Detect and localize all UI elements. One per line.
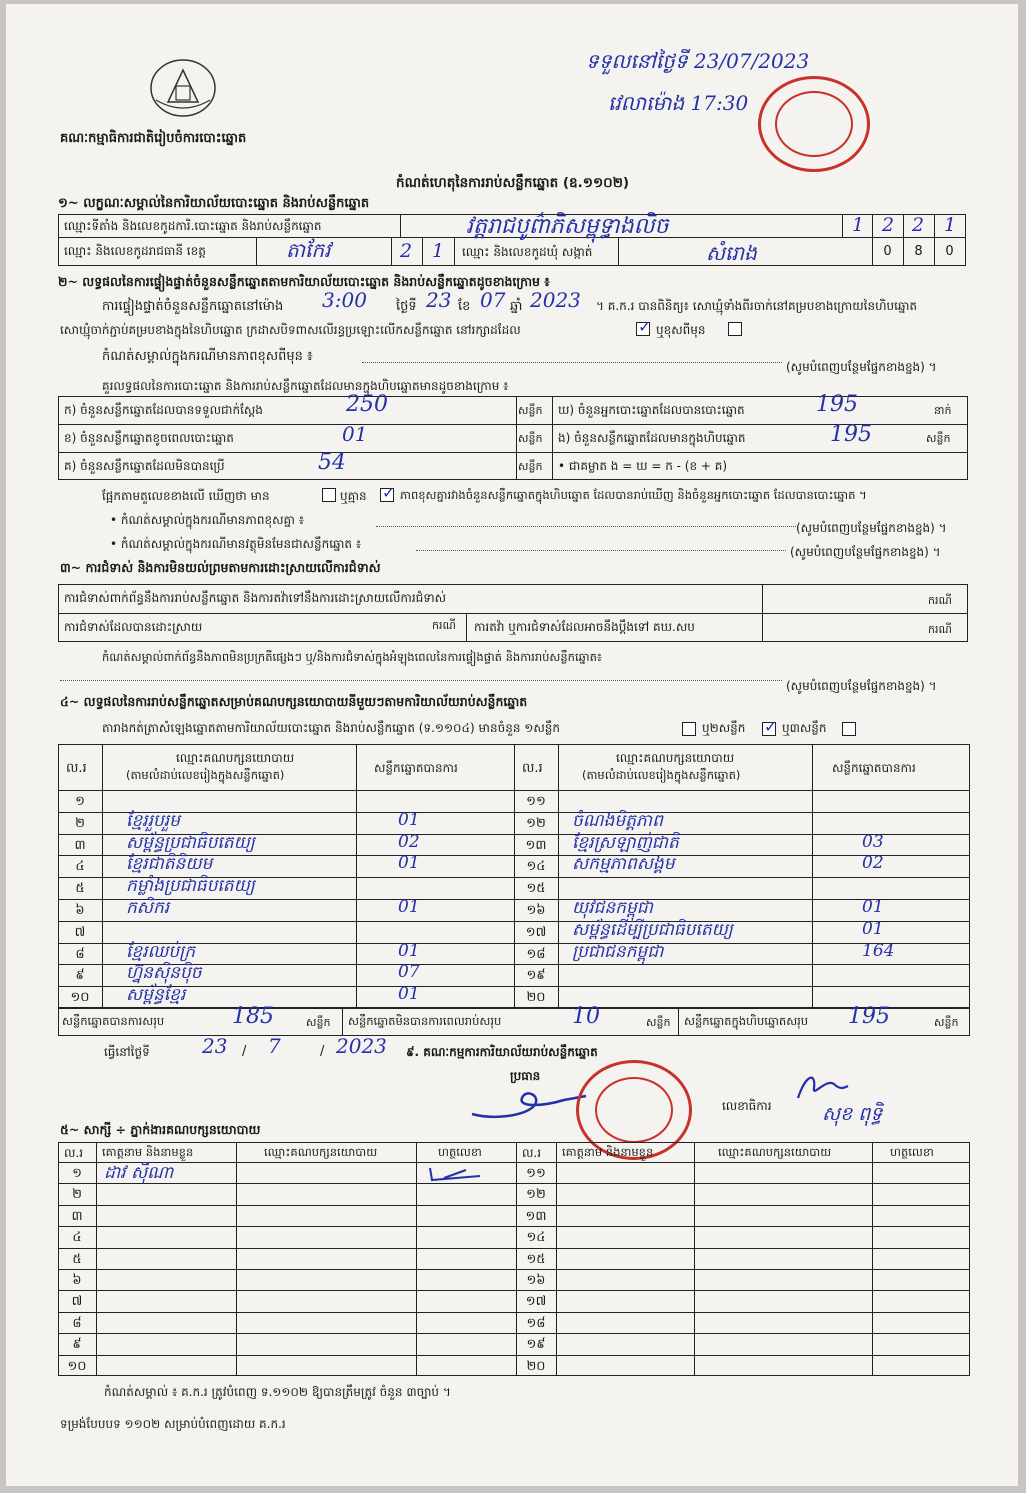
three-sheets-label: ឬ៣សន្លឹក [782,721,827,735]
three-sheets-checkbox[interactable] [842,722,856,736]
row-number-right: ១៨ [526,946,546,962]
table-row-line [58,812,970,813]
party-name-left: សម្ព័ន្ធខ្មែរ [126,985,186,1006]
verify-text-b: ។ គ.ក.រ បានពិនិត្យ៖ សោឃ្មុំទាំងពីរចាក់នៅគម្របខាងក្រោយនៃហិបឆ្នោត [596,299,918,313]
witness-number-right: ១២ [526,1187,546,1203]
code-digit-2: 2 [882,214,895,236]
col-party-sub-left: (តាមលំដាប់លេខរៀងក្នុងសន្លឹកឆ្នោត) [126,768,285,782]
seal-intact-checkbox[interactable]: ✓ [638,317,652,336]
row-number-left: ៤ [75,859,85,875]
count-b-label: ខ) ចំនួនសន្លឹកឆ្នោតខូចពេលបោះឆ្នោត [64,431,234,445]
code-digit-3: 2 [912,214,925,236]
secretary-label: លេខាធិការ [722,1099,772,1113]
party-name-right: ចំណងមិត្តភាព [572,810,663,831]
witness-number-right: ១៦ [526,1273,546,1288]
count-c-value: 54 [318,450,346,475]
count-a-value: 250 [346,392,388,417]
committee-name: គណៈកម្មាធិការជាតិរៀបចំការបោះឆ្នោត [60,131,247,146]
year-label: ឆ្នាំ [510,299,523,314]
total-invalid-unit: សន្លឹក [646,1016,671,1029]
row-number-right: ២០ [526,990,546,1006]
col-votes-left: សន្លឹកឆ្នោតបានការ [374,761,458,775]
row-number-left: ២ [75,815,85,831]
col-party-sub-right: (តាមលំដាប់លេខរៀងក្នុងសន្លឹកឆ្នោត) [582,768,741,782]
count-a-label: ក) ចំនួនសន្លឹកឆ្នោតដែលបានទទួលជាក់ស្តែង [64,403,263,417]
witness-header-line [58,1162,970,1163]
commune-code-3: 0 [945,244,954,259]
form-sheet [6,4,1018,1486]
party-name-left: ខ្មែរឈប់ក្រ [126,941,195,962]
done-day: 23 [202,1034,228,1058]
row-number-left: ៣ [74,837,86,853]
section5-note: កំណត់សម្គាល់ ៖ គ.ក.រ ត្រូវបំពេញ ទ.១១០២ ឱ្យបានត្រឹមត្រូវ ចំនួន ៣ច្បាប់ ។ [104,1385,451,1399]
witness-row-line [58,1312,970,1313]
count-d-label: ឃ) ចំនួនអ្នកបោះឆ្នោតដែលបានបោះឆ្នោត [558,403,745,417]
total-invalid-label: សន្លឹកឆ្នោតមិនបានការពេលរាប់សរុប [348,1014,502,1028]
no-difference-checkbox[interactable]: ✓ [382,483,396,502]
witness-row-line [58,1226,970,1227]
commune-code-2: 8 [914,244,923,259]
witness-number-left: ៦ [72,1273,82,1288]
witness-row-line [58,1290,970,1291]
total-invalid-value: 10 [572,1004,600,1029]
case-label-1: ករណី [928,594,952,607]
table-row-line [58,986,970,987]
row-number-left: ៥ [75,881,85,897]
has-difference-checkbox[interactable] [322,488,336,502]
section3-note: កំណត់សម្គាល់ពាក់ព័ន្ធនឹងភាពមិនប្រក្រតីផ្សេងៗ ឬ/និងការជំទាស់ក្នុងអំឡុងពេលនៃការផ្ទៀងផ្ទាត់ និងការរាប់សន្លឹកឆ្នោត៖ [102,650,602,664]
section2-heading: ២~ លទ្ធផលនៃការផ្ទៀងផ្ទាត់ចំនួនសន្លឹកឆ្នោតតាមការិយាល័យបោះឆ្នោត និងរាប់សន្លឹកឆ្នោតដូចខាងក្រោម ៖ [58,274,550,289]
count-e-label: ង) ចំនួនសន្លឹកឆ្នោតដែលមានក្នុងហិបឆ្នោត [558,431,746,445]
commune-label: ឈ្មោះ និងលេខកូដឃុំ សង្កាត់ [462,245,593,259]
section5-heading: ៥~ សាក្សី ÷ ភ្នាក់ងារគណបក្សនយោបាយ [60,1122,261,1137]
verify-month: 07 [480,288,506,312]
votes-left: 01 [398,853,420,874]
see-back-2: (សូមបំពេញបន្ថែមផ្នែកខាងខ្នង) ។ [796,521,947,535]
total-valid-unit: សន្លឹក [306,1016,331,1029]
verify-text-c: សោឃ្មុំចាក់ភ្ជាប់គម្របខាងក្នុងនៃហិបឆ្នោត ក្រដាសបិទពាសលើរន្ធប្រឡោះលើកសន្លឹកឆ្នោត នៅរក្សាដដែល [60,323,521,337]
witness-number-left: ១ [72,1166,82,1181]
party-name-left: កម្លាំងប្រជាធិបតេយ្យ [126,876,255,897]
done-at-label: ធ្វើនៅថ្ងៃទី [104,1045,150,1059]
witness-number-left: ៤ [72,1230,82,1246]
witness-row-line [58,1205,970,1206]
witness-number-left: ២ [72,1187,82,1203]
count-b-unit: សន្លឹក [518,432,543,445]
row-number-right: ១៦ [526,903,546,918]
row-number-right: ១៣ [525,837,547,853]
note-diff-label: កំណត់សម្គាល់ក្នុងករណីមានភាពខុសពីមុន ៖ [102,349,313,364]
count-e-unit: សន្លឹក [926,432,951,445]
row-number-left: ៦ [75,903,85,918]
verify-day: 23 [426,288,452,312]
votes-left: 01 [398,984,420,1005]
witness-number-right: ១៨ [526,1315,546,1331]
province-label: ឈ្មោះ និងលេខកូដរាជធានី ខេត្ត [64,244,206,258]
see-back-3: (សូមបំពេញបន្ថែមផ្នែកខាងខ្នង) ។ [790,545,941,559]
count-e-value: 195 [830,422,872,447]
province-code-2: 1 [432,240,445,262]
total-valid-value: 185 [232,1004,274,1029]
party-name-right: ប្រជាជនកម្ពុជា [572,941,664,962]
w-col-party-right: ឈ្មោះគណបក្សនយោបាយ [718,1145,832,1159]
seal-changed-checkbox[interactable] [728,322,742,336]
total-box-unit: សន្លឹក [934,1016,959,1029]
section3-heading: ៣~ ការជំទាស់ និងការមិនយល់ព្រមតាមការដោះស្រាយលើការជំទាស់ [60,560,381,575]
commune-code-1: 0 [883,244,892,259]
col-no-right: ល.រ [522,761,543,776]
row-number-left: ៧ [74,924,86,940]
votes-right: 02 [862,853,884,874]
totals-row [58,1008,970,1036]
province-code-1: 2 [400,240,413,262]
location-value: វត្តរាជបូព៌ាភិសម្ពុទ្ធាងលិច [466,214,669,239]
col-party-right: ឈ្មោះគណបក្សនយោបាយ [616,751,735,765]
case-label-2: ករណី [432,619,456,632]
votes-left: 01 [398,809,420,830]
section1-heading: ១~ លក្ខណៈសម្គាល់នៃការិយាល័យបោះឆ្នោត និងរាប់សន្លឹកឆ្នោត [58,196,370,211]
witness-number-right: ២០ [526,1358,546,1374]
total-box-label: សន្លឹកឆ្នោតក្នុងហិបឆ្នោតសរុប [684,1014,809,1028]
secretary-name: សុខ ពុទ្ធិ [822,1103,883,1125]
votes-left: 07 [398,962,420,983]
col-party-left: ឈ្មោះគណបក្សនយោបាយ [176,751,295,765]
row-number-left: ១ [75,794,85,809]
party-name-right: សម្ព័ន្ធដើម្បីប្រជាធិបតេយ្យ [572,919,733,940]
code-digit-4: 1 [944,214,957,236]
form-footer: ទម្រង់បែបបទ ១១០២ សម្រាប់បំពេញដោយ គ.ក.រ [60,1417,286,1431]
chair-label: ប្រធាន [510,1069,541,1083]
witness-number-left: ៧ [71,1294,83,1310]
w-col-name-right: គោត្តនាម និងនាមខ្លួន [562,1145,654,1159]
w-col-no-right: ល.រ [522,1146,542,1160]
witness-number-left: ៨ [72,1315,82,1331]
witness-number-left: ៥ [72,1251,82,1267]
w-col-sign-right: ហត្ថលេខា [890,1145,934,1159]
votes-left: 01 [398,897,420,917]
total-valid-label: សន្លឹកឆ្នោតបានការសរុប [62,1014,165,1028]
votes-left: 02 [398,831,420,852]
row-number-left: ៨ [75,946,85,962]
official-stamp-icon [758,76,870,172]
w-col-name-left: គោត្តនាម និងនាមខ្លួន [102,1145,194,1159]
compare-rest: ភាពខុសគ្នារវាងចំនួនសន្លឹកឆ្នោតក្នុងហិបឆ្នោត ដែលបានរាប់ឃើញ និងចំនួនអ្នកបោះឆ្នោត ដែលបានបោះឆ្នោត ។ [400,488,867,502]
note-difference: • កំណត់សម្គាល់ក្នុងករណីមានភាពខុសគ្នា ៖ [110,513,305,527]
witness-row-line [58,1333,970,1334]
count-a-unit: សន្លឹក [518,404,543,417]
commune-value: សំរោង [706,241,757,265]
count-c-unit: សន្លឹក [518,460,543,473]
objections-appeal: ការតវ៉ា ឬការជំទាស់ដែលអាចនឹងប្តឹងទៅ គឃ.សប [474,620,695,634]
table-row-line [58,921,970,922]
date-separator-2: / [320,1044,325,1059]
votes-right: 164 [862,940,895,961]
witness-number-left: ៣ [71,1208,83,1224]
witness-number-left: ៩ [72,1337,82,1353]
votes-right: 03 [862,831,884,852]
count-c-label: គ) ចំនួនសន្លឹកឆ្នោតដែលមិនបានប្រើ [64,459,225,473]
row-number-right: ១១ [526,794,546,809]
objections-row1: ការជំទាស់ពាក់ព័ន្ធនឹងការរាប់សន្លឹកឆ្នោត និងការតវ៉ាទៅនឹងការដោះស្រាយលើការជំទាស់ [64,591,447,605]
witness-row-line [58,1183,970,1184]
form-title: កំណត់ហេតុនៃការរាប់សន្លឹកឆ្នោត (ឧ.១១០២) [396,175,630,191]
province-value: តាកែវ [286,238,331,262]
witness-number-right: ១៣ [525,1208,547,1224]
row-number-left: ៩ [75,968,85,984]
objections-resolved: ការជំទាស់ដែលបានដោះស្រាយ [64,620,203,634]
see-back-4: (សូមបំពេញបន្ថែមផ្នែកខាងខ្នង) ។ [786,679,937,693]
emblem-icon [148,56,218,120]
count-d-value: 195 [816,392,858,417]
two-sheets-checkbox[interactable]: ✓ [764,717,778,736]
count-b-value: 01 [342,422,368,446]
two-sheets-label: ឬ២សន្លឹក [702,721,746,735]
count-d-unit: នាក់ [934,404,952,417]
verify-time: 3:00 [322,288,367,312]
done-month: 7 [268,1034,281,1058]
w-col-sign-left: ហត្ថលេខា [438,1145,482,1159]
verify-text-a: ការផ្ទៀងផ្ទាត់ចំនួនសន្លឹកឆ្នោតនៅម៉ោង [102,299,284,314]
day-label: ថ្ងៃទី [396,299,417,314]
date-separator-1: / [242,1044,247,1059]
witness-number-right: ១១ [526,1166,546,1181]
chair-signature-icon [464,1076,594,1126]
month-label: ខែ [458,299,471,314]
row-number-left: ១០ [70,990,90,1006]
row-number-right: ១៩ [526,968,546,984]
witness-number-right: ១៧ [525,1294,547,1310]
witness-number-right: ១៩ [526,1337,546,1353]
witness-number-right: ១៤ [526,1230,546,1246]
party-name-left: សម្ព័ន្ធប្រជាធិបតេយ្យ [126,832,255,853]
one-sheet-checkbox[interactable] [682,722,696,736]
witness-number-left: ១០ [67,1358,87,1374]
section4-sub: តារាងកត់ត្រាសំឡេងឆ្នោតតាមការិយាល័យបោះឆ្នោត និងរាប់សន្លឹកឆ្នោត (ទ.១១០៤) មានចំនួន ១សន្លឹក [102,721,560,735]
case-label-3: ករណី [928,623,952,636]
witness-row-line [58,1269,970,1270]
votes-right: 01 [862,918,884,939]
party-name-right: យុវជនកម្ពុជា [572,898,653,918]
code-digit-1: 1 [852,214,865,236]
witness1-signature-icon [426,1164,486,1186]
note-non-ballot: • កំណត់សម្គាល់ក្នុងករណីមានវត្ថុមិនមែនជាសន្លឹកឆ្នោត ៖ [110,537,362,551]
witness-table [58,1142,970,1376]
signed-by: ៩. គណៈកម្មការការិយាល័យរាប់សន្លឹកឆ្នោត [406,1045,598,1059]
party-name-left: ខ្មែររួបរួម [126,810,180,831]
section4-heading: ៤~ លទ្ធផលនៃការរាប់សន្លឹកឆ្នោតសម្រាប់គណបក្សនយោបាយនីមួយៗតាមការិយាល័យរាប់សន្លឹកឆ្នោត [60,694,528,709]
row-number-right: ១៧ [525,924,547,940]
col-no-left: ល.រ [66,761,87,776]
party-name-right: សកម្មភាពសង្គម [572,854,675,875]
votes-right: 01 [862,897,884,917]
witness1-name: ដាវ ស៊ីណា [104,1163,174,1183]
receipt-note-line2: វេលាម៉ោង 17:30 [608,91,749,115]
party-name-left: កសិករ [126,898,170,918]
witness-row-line [58,1355,970,1356]
party-name-left: ខ្មែរជាតិនិយម [126,854,213,875]
location-label: ឈ្មោះទីតាំង និងលេខកូដការិ.បោះឆ្នោត និងរាប់សន្លឹកឆ្នោត [64,219,322,233]
no-difference-label: ឬគ្មាន [340,489,367,503]
seal-changed-label: ឬខុសពីមុន [656,323,706,337]
intro-table: គួរលទ្ធផលនៃការបោះឆ្នោត និងការរាប់សន្លឹកឆ្នោតដែលមានក្នុងហិបឆ្នោតមានដូចខាងក្រោម ៖ [102,379,509,393]
witness-row-line [58,1248,970,1249]
w-col-no-left: ល.រ [64,1146,84,1160]
w-col-party-left: ឈ្មោះគណបក្សនយោបាយ [264,1145,378,1159]
done-year: 2023 [336,1034,387,1058]
col-votes-right: សន្លឹកឆ្នោតបានការ [832,761,916,775]
witness-number-right: ១៥ [526,1251,546,1267]
party-name-right: ខ្មែរស្រឡាញ់ជាតិ [572,832,679,853]
count-formula: • ជាគម្លាត ង = ឃ = ក - (ខ + គ) [558,459,728,473]
row-number-right: ១២ [526,815,546,831]
table-row-line [58,899,970,900]
row-number-right: ១៥ [526,881,546,897]
receipt-note-line1: ទទួលនៅថ្ងៃទី 23/07/2023 [586,49,810,73]
verify-year: 2023 [530,288,581,312]
row-number-right: ១៤ [526,859,546,875]
votes-left: 01 [398,940,420,961]
compare-text: ផ្អែកតាមតួលេខខាងលើ ឃើញថា មាន [102,489,270,503]
party-name-left: ហ្វ៊ុនស៊ិនប៉ិច [126,963,202,984]
see-back-1: (សូមបំពេញបន្ថែមផ្នែកខាងខ្នង) ។ [786,360,937,374]
total-box-value: 195 [848,1004,890,1029]
secretary-signature-icon [792,1068,852,1104]
